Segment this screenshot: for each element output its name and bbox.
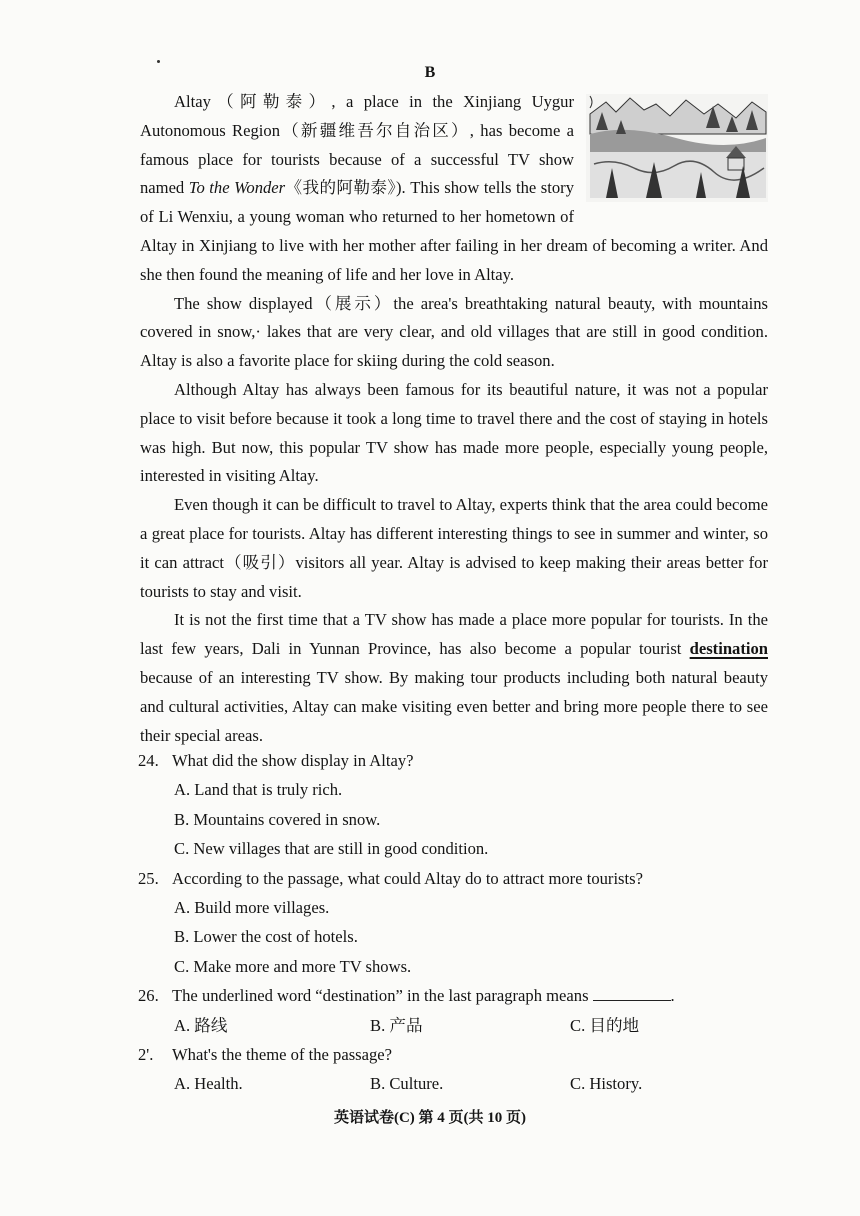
option-b: B. Lower the cost of hotels. [174, 927, 358, 947]
paragraph-1-text-b: 《我的阿勒泰》). This show tells the story of Li Wenxiu, a young woman who returned to her hometown of Altay in Xinjiang to live with her mother after failing in her dream of becoming a writer. And she then found the meaning of life and her love in Altay. [140, 178, 768, 284]
options-row [174, 1069, 768, 1098]
reading-passage [140, 88, 768, 750]
question-suffix: . [670, 986, 675, 1006]
option-a: A. Build more villages. [174, 898, 330, 918]
page-footer: 英语试卷(C) 第 4 页(共 10 页) [333, 1110, 527, 1126]
option-a: A. 路线 [174, 1015, 228, 1035]
altay-landscape-illustration [586, 94, 768, 202]
option-b: B. Mountains covered in snow. [174, 809, 381, 829]
question-text: According to the passage, what could Altay do to attract more tourists? [172, 868, 643, 888]
option-c: C. Make more and more TV shows. [174, 956, 412, 976]
option-a: A. Land that is truly rich. [174, 780, 343, 800]
question-text: What's the theme of the passage? [172, 1045, 393, 1065]
paragraph-1-text-a: Altay（阿勒泰）, a place in the Xinjiang Uygur Autonomous Region（新疆维吾尔自治区）, has become a famous place for tourists because of a successful TV show named [140, 92, 574, 198]
option-c: C. History. [570, 1074, 643, 1094]
question-24 [140, 746, 768, 864]
passage-paragraph-5 [140, 606, 768, 750]
question-26 [140, 981, 768, 1040]
question-text: The underlined word “destination” in the last paragraph means [172, 986, 589, 1006]
question-number: 25. [138, 868, 159, 888]
question-text: What did the show display in Altay? [172, 751, 414, 770]
section-title: B [424, 64, 436, 81]
option-c: C. 目的地 [570, 1015, 640, 1035]
option-c: C. New villages that are still in good condition. [174, 839, 489, 859]
question-25 [140, 864, 768, 982]
passage-paragraph-1 [140, 88, 768, 290]
passage-paragraph-2: The show displayed（展示）the area's breathtaking natural beauty, with mountains covered in snow,· lakes that are very clear, and old villages that are still in good condition. Altay is also a favorite place for skiing during the cold season. [140, 293, 768, 371]
question-number: 2'. [138, 1045, 154, 1065]
passage-paragraph-3: Although Altay has always been famous for its beautiful nature, it was not a popular place to visit before because it took a long time to travel there and the cost of staying in hotels was high. But now, this popular TV show has made more people, especially young people, interested in visiting Altay. [140, 379, 768, 486]
paragraph-5-text-b: because of an interesting TV show. By making tour products including both natural beauty and cultural activities, Altay can make visiting even better and bring more people there to see their special areas. [140, 667, 768, 745]
question-number: 26. [138, 986, 159, 1006]
options-row [174, 1011, 768, 1040]
option-b: B. Culture. [370, 1074, 444, 1094]
answer-blank [593, 984, 671, 1001]
question-list [140, 746, 768, 1099]
stray-dot [157, 60, 160, 63]
question-number: 24. [138, 751, 159, 770]
underlined-word-destination: destination [689, 639, 768, 659]
passage-paragraph-4: Even though it can be difficult to travel to Altay, experts think that the area could become a great place for tourists. Altay has different interesting things to see in summer and winter, so it can attract（吸引）visitors all year. Altay is advised to keep making their areas better for tourists to stay and visit. [140, 495, 768, 601]
option-a: A. Health. [174, 1074, 243, 1094]
paragraph-5-text-a: It is not the first time that a TV show has made a place more popular for tourists. In the last few years, Dali in Yunnan Province, has also become a popular tourist [140, 610, 768, 659]
question-27 [140, 1040, 768, 1099]
option-b: B. 产品 [370, 1015, 423, 1035]
show-title-italic: To the Wonder [188, 178, 286, 198]
